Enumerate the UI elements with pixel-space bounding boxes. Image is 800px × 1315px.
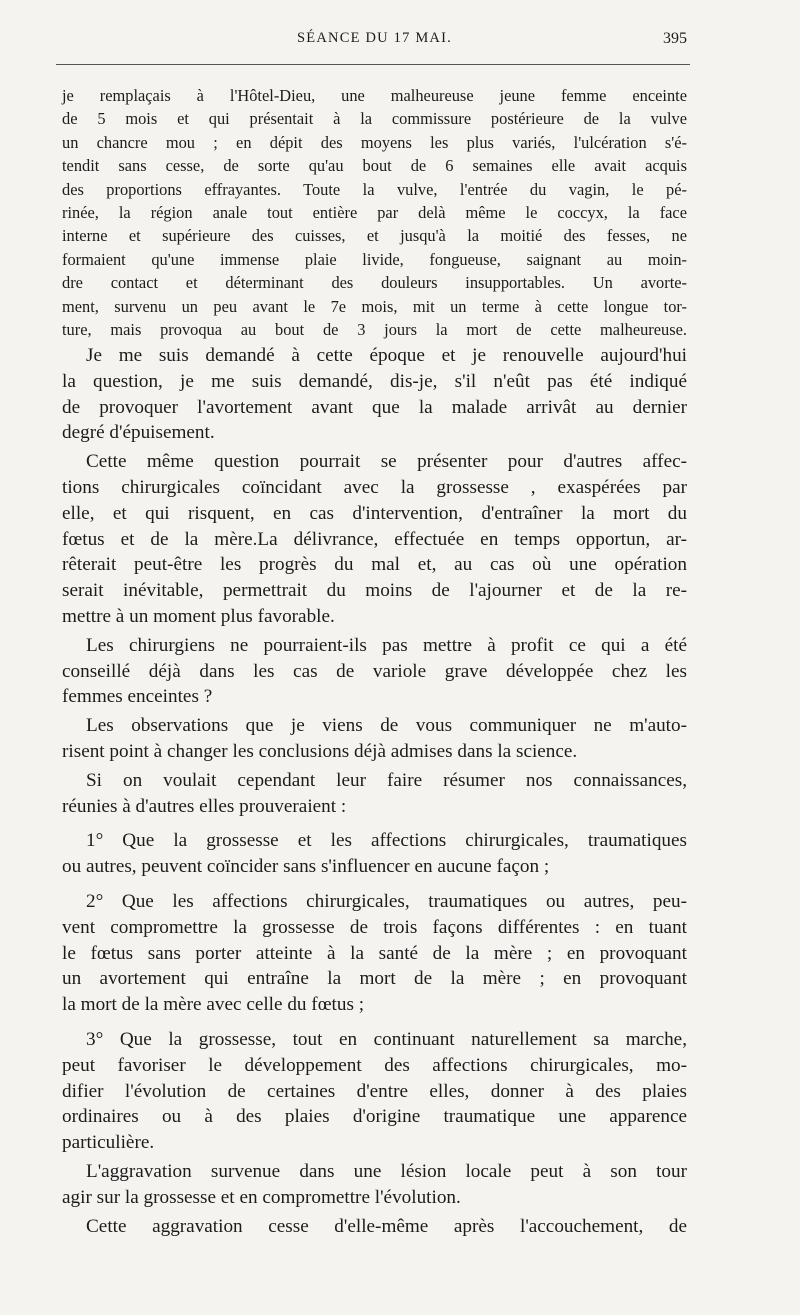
text-line: Si on voulait cependant leur faire résumer nos connaissances, xyxy=(86,769,687,791)
text-line: interne et supérieure des cuisses, et jusqu'à la moitié des fesses, ne xyxy=(62,226,687,246)
text-line: agir sur la grossesse et en compromettre l'évolution. xyxy=(62,1186,461,1208)
text-line: Cette aggravation cesse d'elle-même après l'accouchement, de xyxy=(86,1215,687,1237)
text-line: de 5 mois et qui présentait à la commissure postérieure de la vulve xyxy=(62,109,687,129)
text-line: degré d'épuisement. xyxy=(62,422,215,444)
paragraph-gap xyxy=(62,880,687,889)
text-line: risent point à changer les conclusions déjà admises dans la science. xyxy=(62,740,578,762)
text-line: la question, je me suis demandé, dis-je, s'il n'eût pas été indiqué xyxy=(62,370,687,392)
running-title: SÉANCE DU 17 MAI. xyxy=(297,30,452,46)
text-line: rinée, la région anale tout entière par delà même le coccyx, la face xyxy=(62,202,687,222)
paragraph xyxy=(62,828,687,880)
text-line: 2° Que les affections chirurgicales, traumatiques ou autres, peu- xyxy=(86,890,687,912)
text-line: je remplaçais à l'Hôtel-Dieu, une malheureuse jeune femme enceinte xyxy=(62,86,687,105)
text-line: des proportions effrayantes. Toute la vulve, l'entrée du vagin, le pé- xyxy=(62,179,687,199)
text-line: particulière. xyxy=(62,1132,155,1154)
text-line: ou autres, peuvent coïncider sans s'influencer en aucune façon ; xyxy=(62,856,550,878)
small-print-paragraph xyxy=(62,84,687,341)
text-line: ture, mais provoqua au bout de 3 jours la mort de cette malheureuse. xyxy=(62,319,687,339)
text-line: formaient qu'une immense plaie livide, fongueuse, saignant au moin- xyxy=(62,249,687,269)
text-line: Je me suis demandé à cette époque et je renouvelle aujourd'hui xyxy=(86,345,687,366)
text-line: Les observations que je viens de vous communiquer ne m'auto- xyxy=(86,715,687,737)
text-line: conseillé déjà dans les cas de variole grave développée chez les xyxy=(62,660,687,682)
text-line: 3° Que la grossesse, tout en continuant naturellement sa marche, xyxy=(86,1028,687,1050)
text-line: la mort de la mère avec celle du fœtus ; xyxy=(62,994,365,1016)
page-number: 395 xyxy=(663,30,687,47)
text-line: le fœtus sans porter atteinte à la santé de la mère ; en provoquant xyxy=(62,942,687,964)
text-line: ment, survenu un peu avant le 7e mois, mit un terme à cette longue tor- xyxy=(62,296,687,316)
text-line: dre contact et déterminant des douleurs insupportables. Un avorte- xyxy=(62,273,687,293)
text-line: serait inévitable, permettrait du moins de l'ajourner et de la re- xyxy=(62,580,687,602)
paragraph-gap xyxy=(62,819,687,828)
text-line: mettre à un moment plus favorable. xyxy=(62,605,335,627)
paragraph-gap xyxy=(62,1018,687,1027)
text-line: un chancre mou ; en dépit des moyens les plus variés, l'ulcération s'é- xyxy=(62,132,687,152)
paragraph xyxy=(62,889,687,1018)
text-line: tendit sans cesse, de sorte qu'au bout de 6 semaines elle avait acquis xyxy=(62,156,687,176)
text-line: difier l'évolution de certaines d'entre elles, donner à des plaies xyxy=(62,1080,687,1102)
paragraph xyxy=(62,1159,687,1211)
text-line: vent compromettre la grossesse de trois façons différentes : en tuant xyxy=(62,916,687,938)
page-header xyxy=(62,30,687,54)
text-line: Les chirurgiens ne pourraient-ils pas mettre à profit ce qui a été xyxy=(86,634,687,656)
paragraph xyxy=(62,713,687,765)
main-text xyxy=(62,343,687,1239)
text-line: peut favoriser le développement des affections chirurgicales, mo- xyxy=(62,1054,687,1076)
text-line: elle, et qui risquent, en cas d'intervention, d'entraîner la mort du xyxy=(62,502,687,524)
paragraph xyxy=(62,633,687,710)
text-line: fœtus et de la mère.La délivrance, effectuée en temps opportun, ar- xyxy=(62,528,687,550)
text-line: un avortement qui entraîne la mort de la mère ; en provoquant xyxy=(62,968,687,990)
text-line: L'aggravation survenue dans une lésion locale peut à son tour xyxy=(86,1160,687,1182)
text-line: ordinaires ou à des plaies d'origine traumatique une apparence xyxy=(62,1106,687,1128)
document-page xyxy=(62,0,687,1315)
text-line: Cette même question pourrait se présenter pour d'autres affec- xyxy=(86,451,687,473)
paragraph xyxy=(62,449,687,630)
text-line: tions chirurgicales coïncidant avec la grossesse , exaspérées par xyxy=(62,476,687,498)
text-line: femmes enceintes ? xyxy=(62,686,213,708)
text-line: rêterait peut-être les progrès du mal et, au cas où une opération xyxy=(62,554,687,576)
text-line: 1° Que la grossesse et les affections chirurgicales, traumatiques xyxy=(86,830,687,852)
text-line: réunies à d'autres elles prouveraient : xyxy=(62,795,347,817)
paragraph xyxy=(62,343,687,446)
text-line: de provoquer l'avortement avant que la malade arrivât au dernier xyxy=(62,396,687,418)
paragraph xyxy=(62,1214,687,1240)
paragraph xyxy=(62,768,687,820)
header-rule xyxy=(56,64,690,65)
paragraph xyxy=(62,1027,687,1156)
